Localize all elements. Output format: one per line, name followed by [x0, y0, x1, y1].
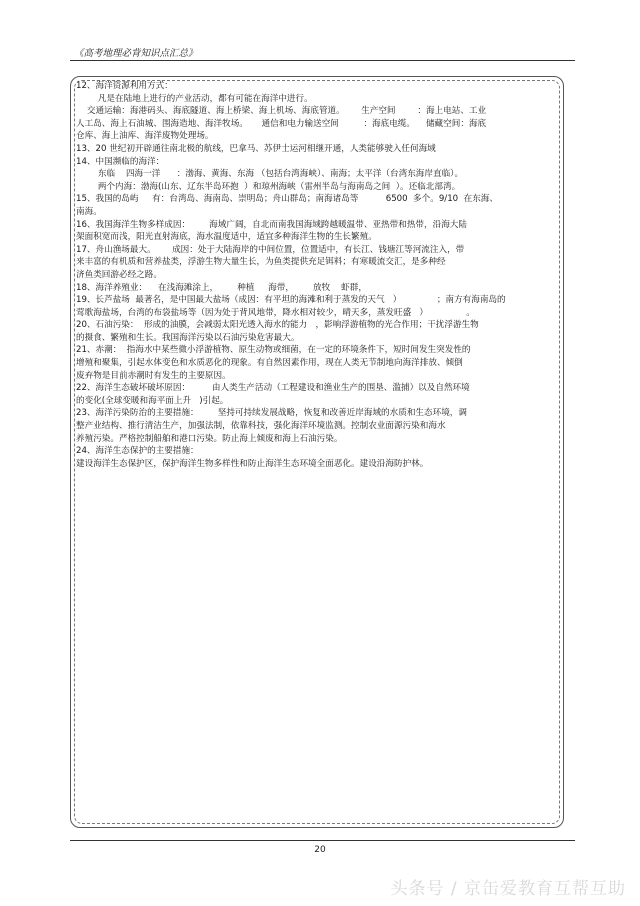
watermark: 头条号 / 京缶爱教育互帮互助: [390, 879, 626, 899]
text-line: 19、长芦盐场 最著名，是中国最大盐场（成因：有平坦的海滩和利于蒸发的天气 ） ；南方有海南岛的: [76, 295, 506, 306]
text-line: 15、我国的岛屿 有：台湾岛、海南岛、崇明岛；舟山群岛；南海诸岛等 6500 多个。9/10 在东海、: [76, 194, 498, 205]
footer-divider: [70, 840, 575, 841]
text-line: 13、20 世纪初开辟通往南北极的航线，巴拿马、苏伊士运河相继开通，人类能够驶入任何海域: [76, 143, 436, 154]
document-title: 《高考地理必背知识点汇总》: [74, 48, 198, 59]
text-line: 来丰富的有机质和营养盐类，浮游生物大量生长，为鱼类提供充足铒料；有寒暖流交汇，是多种经: [76, 257, 446, 268]
text-line: 16、我国海洋生物多样成因： 海域广阔，自北而南我国海域跨越暖温带、亚热带和热带，沿海大陆: [76, 219, 467, 230]
text-line: 的变化(全球变暖和海平面上升 )引起。: [76, 395, 229, 406]
text-line: 莺歌海盐场，台湾的布袋盐场等（因为处于背风地带，降水相对较少，晴天多，蒸发旺盛 ） 。: [76, 307, 475, 318]
text-line: 交通运输：海港码头、海底隧道、海上桥梁、海上机场、海底管道。 生产空间 ：海上电站、工业: [76, 106, 487, 117]
text-line: 济鱼类回游必经之路。: [76, 269, 162, 280]
text-line: 23、海洋污染防治的主要措施： 坚持可持续发展战略，恢复和改善近岸海域的水质和生态环境，调: [76, 408, 467, 419]
text-line: 架面积宽而浅，阳光直射海底，海水温度适中，适宜多种海洋生物的生长繁殖。: [76, 232, 377, 243]
text-line: 凡是在陆地上进行的产业活动，都有可能在海洋中进行。: [76, 93, 313, 104]
text-line: 两个内海：渤海(山东、辽东半岛环抱 ）和琼州海峡（雷州半岛与海南岛之间 ）。还临北部湾。: [76, 181, 461, 192]
text-line: 仓库、海上油库、海洋废物处理场。: [76, 131, 214, 142]
text-line: 17、舟山渔场最大。 成因：处于大陆海岸的中间位置，位置适中，有长江、钱塘江等河流注入，带: [76, 244, 465, 255]
text-line: 养殖污染。严格控制船舶和港口污染。防止海上倾废和海上石油污染。: [76, 433, 343, 444]
text-line: 人工岛、海上石油城、围海造地、海洋牧场。 通信和电力输送空间 ：海底电缆。 储藏空间：海底: [76, 118, 487, 129]
page-number: 20: [314, 845, 326, 855]
text-line: 增殖和聚集，引起水体变色和水质恶化的现象。有自然因素作用，现在人类无节制地向海洋排放、倾倒: [76, 358, 463, 369]
text-line: 废弃物是目前赤潮时有发生的主要原因。: [76, 370, 231, 381]
header-divider: [70, 60, 575, 61]
text-line: 22、海洋生态破坏破坏原因： 由人类生产活动（工程建设和渔业生产的围垦、滥捕）以及自然环境: [76, 383, 470, 394]
body-text: [76, 80, 560, 470]
text-line: 24、海洋生态保护的主要措施：: [76, 446, 199, 457]
text-line: 南海。: [76, 206, 102, 217]
text-line: 建设海洋生态保护区，保护海洋生物多样性和防止海洋生态环境全面恶化。建设沿海防护林。: [76, 458, 429, 469]
text-line: 东临 四海一洋 ：渤海、黄海、东海 （包括台湾海峡）、南海；太平洋（台湾东海岸直临）。: [76, 169, 464, 180]
text-line: 18、海洋养殖业： 在浅海滩涂上， 种植 海带， 放牧 虾群，: [76, 282, 367, 293]
text-line: 21、赤潮： 指海水中某些微小浮游植物、原生动物或细菌，在一定的环境条件下，短时间发生突发性的: [76, 345, 471, 356]
text-line: 14、中国濒临的海洋：: [76, 156, 165, 167]
text-line: 的摄食、繁殖和生长。我国海洋污染以石油污染危害最大。: [76, 332, 300, 343]
text-line: 12、海洋资源利用方式：: [76, 81, 173, 91]
text-line: 20、石油污染： 形成的油膜，会减弱太阳光透入海水的能力 ，影响浮游植物的光合作用；干扰浮游生物: [76, 320, 479, 331]
text-line: 整产业结构、推行清洁生产，加强法制，依靠科技，强化海洋环境监测。控制农业面源污染和海水: [76, 421, 446, 432]
